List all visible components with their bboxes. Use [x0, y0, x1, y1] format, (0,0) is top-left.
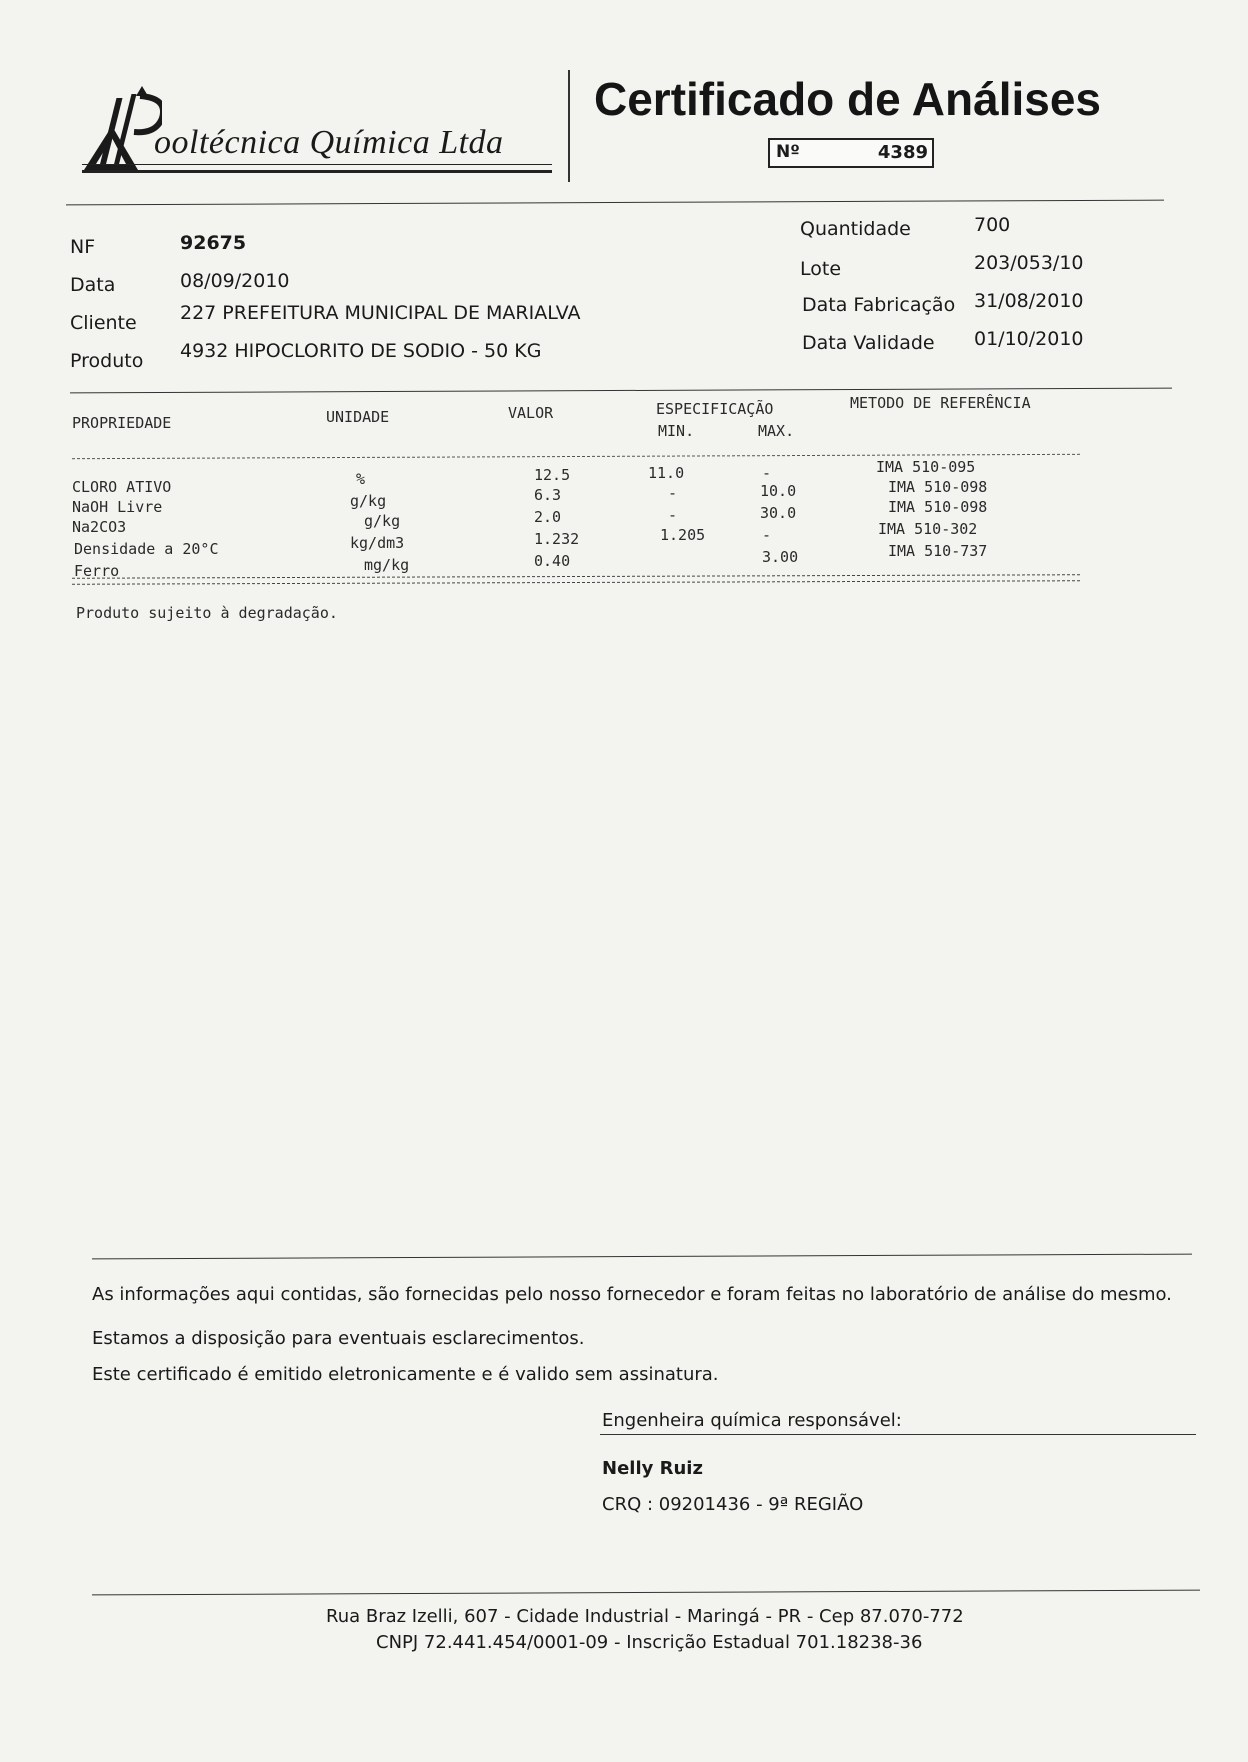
lot-label: Lote [800, 258, 842, 280]
header-max: MAX. [758, 422, 795, 440]
cell-property: Na2CO3 [72, 518, 127, 536]
cell-property: CLORO ATIVO [72, 478, 172, 496]
client-label: Cliente [70, 312, 137, 334]
certificate-number: 4389 [877, 142, 928, 163]
cell-unit: g/kg [364, 512, 401, 530]
footer-disclaimer: As informações aqui contidas, são fornecidas pelo nosso fornecedor e foram feitas no laboratório de análise do mesmo. [92, 1284, 1172, 1305]
certificate-number-box [768, 138, 934, 168]
engineer-name: Nelly Ruiz [602, 1458, 703, 1479]
company-name: ooltécnica Química Ltda [154, 124, 504, 161]
document-title: Certificado de Análises [594, 73, 1102, 125]
cell-max: 10.0 [760, 482, 797, 500]
header-divider [568, 70, 570, 182]
info-rule [70, 388, 1172, 394]
cell-value: 6.3 [534, 486, 562, 504]
expiry-date-label: Data Validade [802, 332, 935, 354]
cell-max: 3.00 [762, 548, 799, 566]
header-method: METODO DE REFERÊNCIA [850, 394, 1031, 412]
address-rule [92, 1590, 1200, 1596]
engineer-crq: CRQ : 09201436 - 9ª REGIÃO [602, 1494, 864, 1515]
footer-rule [92, 1254, 1192, 1260]
flask-logo-icon [82, 84, 162, 174]
cell-max: 30.0 [760, 504, 797, 522]
header-min: MIN. [658, 422, 695, 440]
header-property: PROPRIEDADE [72, 414, 172, 432]
product-label: Produto [70, 350, 144, 372]
cell-method: IMA 510-095 [876, 458, 976, 476]
table-footer-rule [72, 574, 1080, 585]
cell-value: 1.232 [534, 530, 580, 548]
expiry-date-value: 01/10/2010 [974, 328, 1084, 350]
cell-value: 12.5 [534, 466, 571, 484]
cell-method: IMA 510-302 [878, 520, 978, 538]
certificate-number-label: Nº [776, 142, 800, 162]
cell-max: - [762, 464, 772, 482]
cell-property: Ferro [74, 562, 120, 580]
date-value: 08/09/2010 [180, 270, 290, 292]
logo-rule-thin [82, 164, 552, 165]
footer-contact-note: Estamos a disposição para eventuais esclarecimentos. [92, 1328, 585, 1349]
date-label: Data [70, 274, 116, 296]
company-address: Rua Braz Izelli, 607 - Cidade Industrial - Maringá - PR - Cep 87.070-772 [326, 1606, 964, 1627]
nf-label: NF [70, 236, 96, 258]
signature-line [600, 1434, 1196, 1435]
cell-method: IMA 510-737 [888, 542, 988, 560]
quantity-label: Quantidade [800, 218, 911, 240]
cell-unit: g/kg [350, 492, 387, 510]
header-specification: ESPECIFICAÇÃO [656, 400, 774, 418]
quantity-value: 700 [974, 214, 1011, 236]
cell-value: 2.0 [534, 508, 562, 526]
cell-unit: mg/kg [364, 556, 410, 574]
cell-property: NaOH Livre [72, 498, 163, 516]
cell-min: - [668, 506, 678, 524]
header-value: VALOR [508, 404, 554, 422]
header-unit: UNIDADE [326, 408, 390, 426]
manufacture-date-label: Data Fabricação [802, 294, 956, 316]
cell-unit: % [356, 470, 366, 488]
degradation-note: Produto sujeito à degradação. [76, 604, 338, 622]
header-rule [66, 200, 1164, 206]
client-value: 227 PREFEITURA MUNICIPAL DE MARIALVA [180, 302, 581, 324]
product-value: 4932 HIPOCLORITO DE SODIO - 50 KG [180, 340, 542, 362]
cell-method: IMA 510-098 [888, 478, 988, 496]
engineer-label: Engenheira química responsável: [602, 1410, 902, 1431]
cell-min: 1.205 [660, 526, 706, 544]
company-registration: CNPJ 72.441.454/0001-09 - Inscrição Estadual 701.18238-36 [376, 1632, 923, 1653]
nf-value: 92675 [180, 232, 247, 254]
company-logo [82, 84, 552, 176]
cell-value: 0.40 [534, 552, 571, 570]
cell-min: - [668, 484, 678, 502]
cell-unit: kg/dm3 [350, 534, 405, 552]
cell-max: - [762, 526, 772, 544]
footer-signature-note: Este certificado é emitido eletronicamente e é valido sem assinatura. [92, 1364, 719, 1385]
manufacture-date-value: 31/08/2010 [974, 290, 1084, 312]
lot-value: 203/053/10 [974, 252, 1084, 274]
cell-property: Densidade a 20°C [74, 540, 219, 558]
cell-min: 11.0 [648, 464, 685, 482]
logo-rule [82, 170, 552, 173]
cell-method: IMA 510-098 [888, 498, 988, 516]
